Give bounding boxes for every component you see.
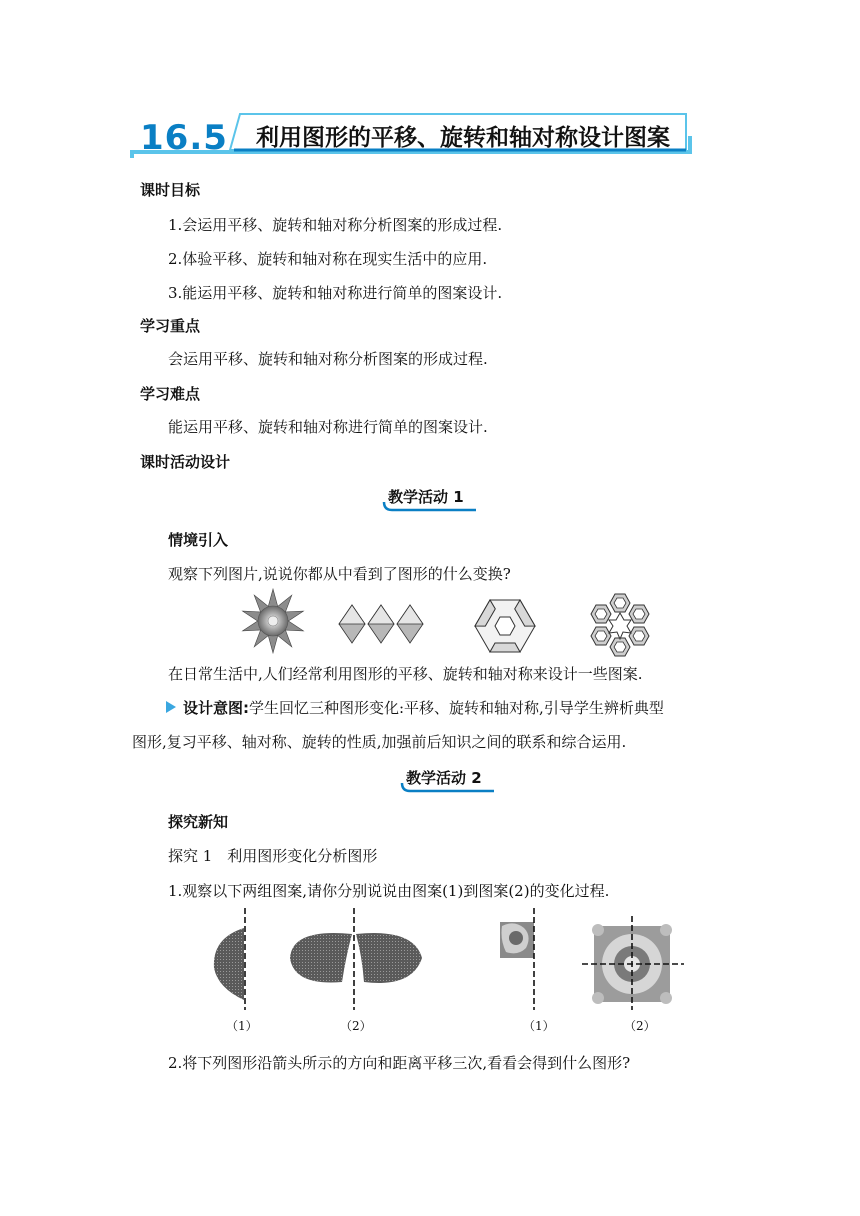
key-points-heading: 学习重点 — [140, 317, 201, 335]
design-intent-line1 — [183, 697, 664, 718]
flower-rotation-figure — [238, 588, 308, 654]
pattern-figure-1 — [494, 908, 546, 1012]
design-intent-label: 设计意图: — [183, 699, 249, 717]
objective-item-1: 1.会运用平移、旋转和轴对称分析图案的形成过程. — [168, 216, 503, 234]
objectives-heading: 课时目标 — [140, 181, 201, 199]
figure-label-3: （1） — [523, 1019, 555, 1033]
objective-item-2: 2.体验平移、旋转和轴对称在现实生活中的应用. — [168, 250, 488, 268]
leaf-figure-2 — [284, 908, 430, 1012]
triangle-bullet-icon — [165, 700, 177, 714]
figure-label-1: （1） — [226, 1019, 258, 1033]
question-2: 2.将下列图形沿箭头所示的方向和距离平移三次,看看会得到什么图形? — [168, 1054, 631, 1072]
hexagon-star-figure — [584, 592, 656, 658]
activity1-underline — [380, 500, 480, 514]
activity2-underline — [398, 781, 498, 795]
activity1-subheading: 情境引入 — [168, 531, 229, 549]
page-title: 利用图形的平移、旋转和轴对称设计图案 — [256, 125, 670, 151]
leaf-figure-1 — [208, 908, 256, 1012]
section-number: 16.5 — [140, 118, 228, 158]
objective-item-3: 3.能运用平移、旋转和轴对称进行简单的图案设计. — [168, 284, 503, 302]
design-intent-line2: 图形,复习平移、轴对称、旋转的性质,加强前后知识之间的联系和综合运用. — [132, 733, 627, 751]
hexagon-rotation-figure — [472, 596, 538, 656]
figure-label-4: （2） — [624, 1019, 656, 1033]
diamonds-translation-figure — [338, 603, 424, 645]
design-heading: 课时活动设计 — [140, 453, 231, 471]
activity1-statement: 在日常生活中,人们经常利用图形的平移、旋转和轴对称来设计一些图案. — [168, 665, 643, 683]
activity1-title: 教学活动 1 — [388, 488, 464, 506]
activity1-question: 观察下列图片,说说你都从中看到了图形的什么变换? — [168, 565, 511, 583]
explore-1-title: 探究 1 利用图形变化分析图形 — [168, 847, 378, 865]
figure-label-2: （2） — [340, 1019, 372, 1033]
difficulties-text: 能运用平移、旋转和轴对称进行简单的图案设计. — [168, 418, 488, 436]
activity2-title: 教学活动 2 — [406, 769, 482, 787]
activity2-subheading: 探究新知 — [168, 813, 229, 831]
difficulties-heading: 学习难点 — [140, 385, 201, 403]
pattern-figure-2 — [582, 908, 684, 1012]
design-intent-text: 学生回忆三种图形变化:平移、旋转和轴对称,引导学生辨析典型 — [249, 699, 664, 717]
key-points-text: 会运用平移、旋转和轴对称分析图案的形成过程. — [168, 350, 488, 368]
question-1: 1.观察以下两组图案,请你分别说说由图案(1)到图案(2)的变化过程. — [168, 882, 610, 900]
